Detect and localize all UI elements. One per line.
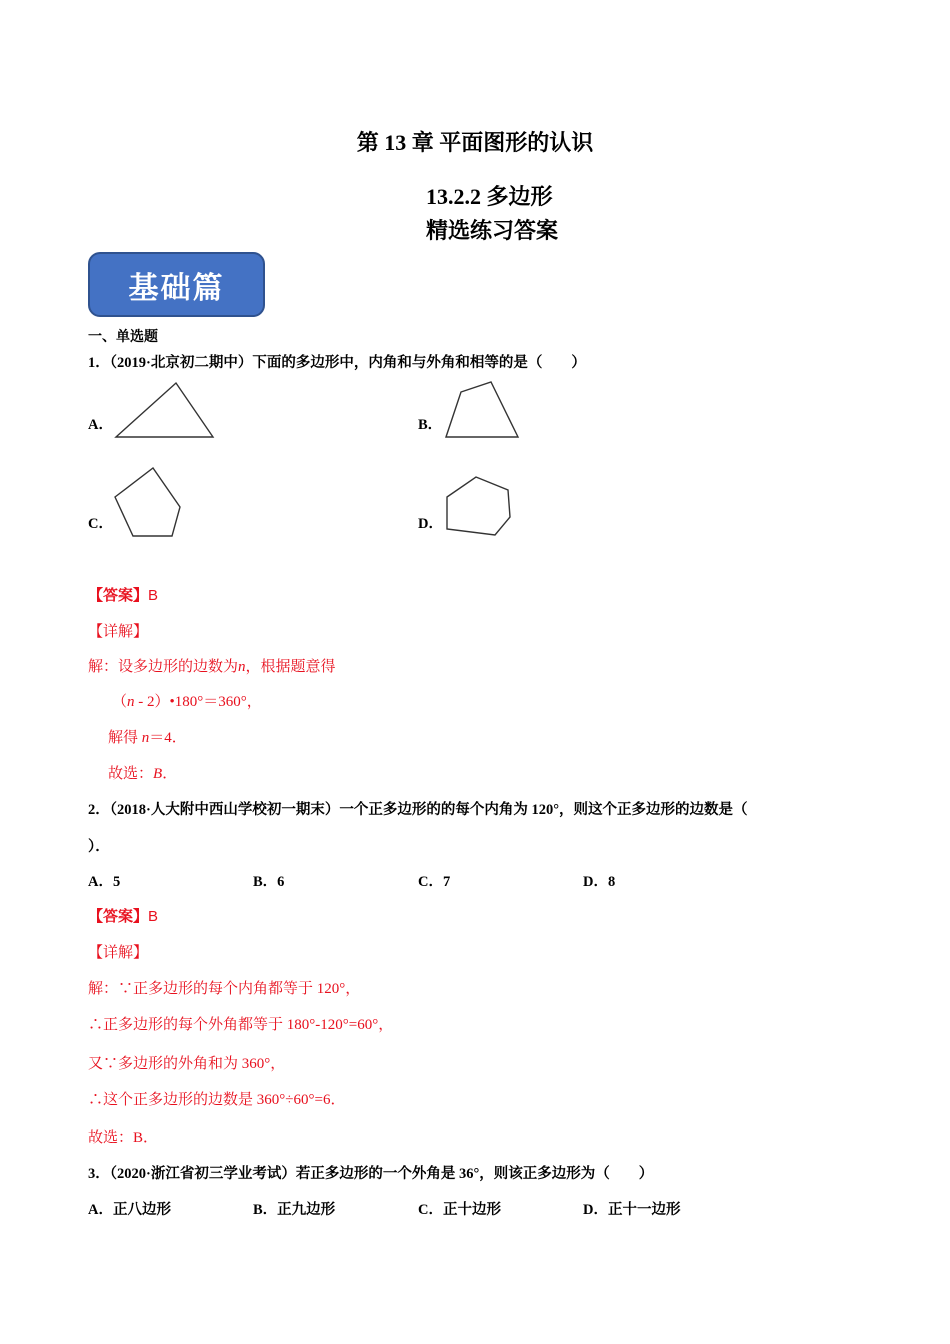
detail-tag-1: 【详解】 — [88, 624, 149, 640]
question-number: 2． — [88, 802, 110, 818]
solution-2-line-4: ∴这个正多边形的边数是 360°÷60°=6． — [88, 1092, 346, 1108]
variable-b: B — [153, 766, 163, 782]
question-2-stem-continued: ）． — [88, 839, 110, 855]
solution-text: （ — [112, 694, 128, 710]
option-b: B．6 — [253, 874, 285, 890]
basic-level-badge: 基础篇 — [88, 252, 265, 317]
solution-text: 解：设多边形的边数为 — [88, 659, 239, 675]
option-d: D．正十一边形 — [583, 1202, 681, 1218]
solution-2-line-1: 解：∵正多边形的每个内角都等于 120°， — [88, 981, 361, 997]
solution-1-line-1 — [88, 655, 336, 676]
solution-text: 解得 — [108, 730, 142, 746]
question-stem: （2020·浙江省初三学业考试）若正多边形的一个外角是 36°，则该正多边形为（ ） — [109, 1166, 654, 1182]
option-c: C．正十边形 — [418, 1202, 501, 1218]
solution-text: ． — [162, 766, 178, 782]
answer-tag: 【答案】 — [88, 588, 149, 604]
hexagon-figure — [0, 0, 950, 600]
section-heading: 一、单选题 — [88, 330, 158, 345]
option-d-label: D． — [418, 516, 443, 532]
solution-text: - 2）•180°＝360°， — [134, 694, 262, 710]
option-b: B．正九边形 — [253, 1202, 336, 1218]
option-b-label: B． — [418, 417, 443, 433]
option-c-label: C． — [88, 516, 113, 532]
option-d: D．8 — [583, 874, 616, 890]
question-number: 1． — [88, 355, 110, 371]
solution-1-line-4 — [108, 762, 177, 783]
option-a: A．5 — [88, 874, 121, 890]
solution-text: 故选： — [108, 766, 154, 782]
solution-2-line-2: ∴正多边形的每个外角都等于 180°-120°=60°， — [88, 1017, 394, 1033]
question-stem: （2019·北京初二期中）下面的多边形中，内角和与外角和相等的是（ ） — [109, 355, 586, 371]
solution-text: ，根据题意得 — [245, 659, 336, 675]
solution-text: ＝4． — [149, 730, 187, 746]
answer-value: B — [148, 908, 159, 925]
option-c: C．7 — [418, 874, 451, 890]
answer-2 — [88, 905, 158, 926]
answer-tag: 【答案】 — [88, 909, 149, 925]
section-title: 13.2.2 多边形 — [426, 184, 553, 209]
question-stem: （2018·人大附中西山学校初一期末）一个正多边形的的每个内角为 120°，则这个正多边形的边数是（ — [109, 802, 748, 818]
question-3 — [88, 1162, 653, 1183]
answer-1 — [88, 584, 158, 605]
chapter-title: 第 13 章 平面图形的认识 — [356, 130, 594, 155]
variable-n: n — [238, 659, 246, 675]
solution-1-line-3 — [108, 726, 187, 747]
option-a: A．正八边形 — [88, 1202, 171, 1218]
question-2 — [88, 798, 748, 819]
solution-2-line-5: 故选：B． — [88, 1130, 159, 1146]
detail-tag-2: 【详解】 — [88, 945, 149, 961]
option-a-label: A． — [88, 417, 113, 433]
answer-value: B — [148, 587, 159, 604]
variable-n: n — [141, 730, 150, 746]
variable-n: n — [127, 694, 135, 710]
solution-2-line-3: 又∵多边形的外角和为 360°， — [88, 1056, 286, 1072]
question-number: 3． — [88, 1166, 110, 1182]
solution-1-line-2 — [112, 690, 262, 711]
page-subtitle: 精选练习答案 — [426, 218, 559, 243]
